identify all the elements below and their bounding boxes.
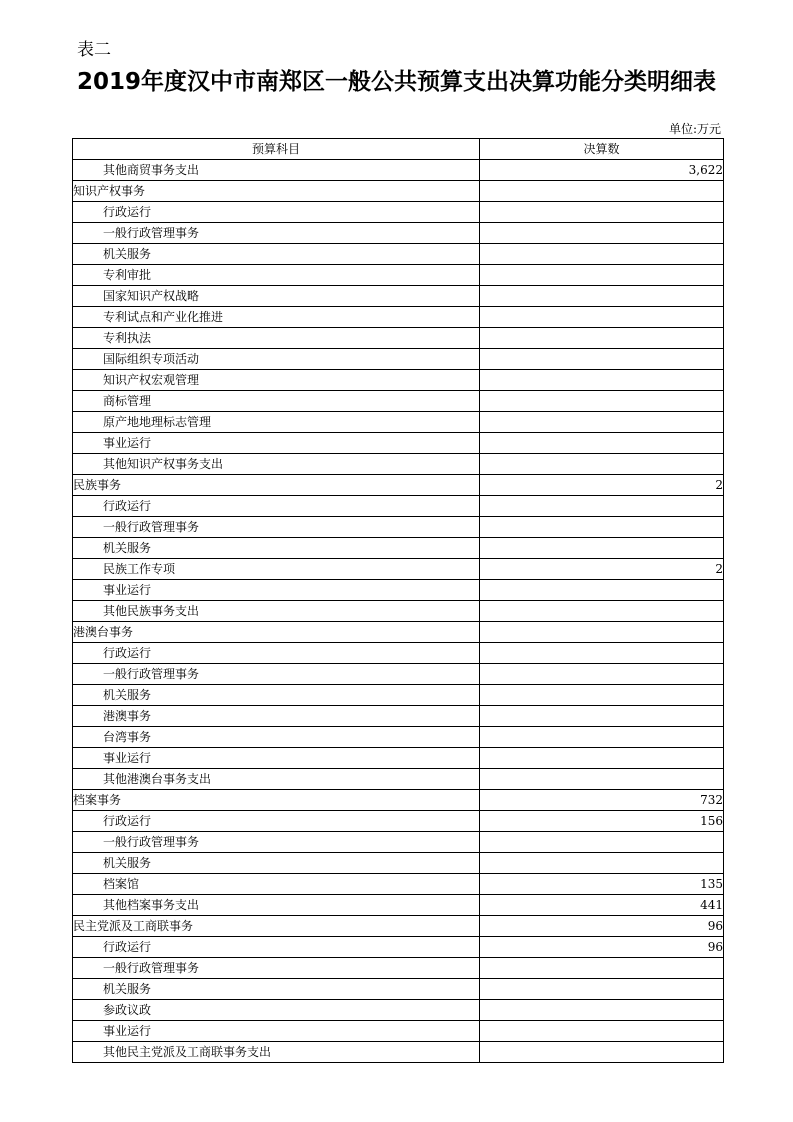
row-amount: [480, 685, 724, 706]
table-header-row: [73, 139, 724, 160]
row-amount: [480, 433, 724, 454]
row-amount: [480, 307, 724, 328]
table-row: [73, 874, 724, 895]
table-row: [73, 685, 724, 706]
table-row: [73, 412, 724, 433]
row-amount: 441: [480, 895, 724, 916]
row-subject: 事业运行: [73, 433, 480, 454]
row-subject: 其他知识产权事务支出: [73, 454, 480, 475]
row-subject: 民主党派及工商联事务: [73, 916, 480, 937]
table-row: [73, 937, 724, 958]
row-subject: 参政议政: [73, 1000, 480, 1021]
row-subject: 行政运行: [73, 937, 480, 958]
row-amount: [480, 643, 724, 664]
row-subject: 港澳事务: [73, 706, 480, 727]
row-amount: [480, 601, 724, 622]
row-amount: 156: [480, 811, 724, 832]
table-row: [73, 811, 724, 832]
row-amount: [480, 727, 724, 748]
row-amount: 2: [480, 559, 724, 580]
row-subject: 一般行政管理事务: [73, 832, 480, 853]
row-amount: 2: [480, 475, 724, 496]
row-amount: [480, 286, 724, 307]
table-row: [73, 1042, 724, 1063]
row-subject: 港澳台事务: [73, 622, 480, 643]
row-amount: [480, 265, 724, 286]
table-row: [73, 223, 724, 244]
row-amount: [480, 328, 724, 349]
table-row: [73, 727, 724, 748]
row-subject: 机关服务: [73, 853, 480, 874]
row-amount: [480, 412, 724, 433]
table-row: [73, 454, 724, 475]
row-subject: 商标管理: [73, 391, 480, 412]
table-row: [73, 790, 724, 811]
row-amount: [480, 181, 724, 202]
table-row: [73, 622, 724, 643]
row-amount: [480, 706, 724, 727]
row-subject: 机关服务: [73, 244, 480, 265]
row-amount: [480, 496, 724, 517]
row-subject: 事业运行: [73, 748, 480, 769]
table-number-label: 表二: [77, 40, 111, 60]
row-subject: 行政运行: [73, 811, 480, 832]
row-subject: 民族工作专项: [73, 559, 480, 580]
row-amount: [480, 517, 724, 538]
row-amount: [480, 454, 724, 475]
row-subject: 专利执法: [73, 328, 480, 349]
row-subject: 国际组织专项活动: [73, 349, 480, 370]
table-row: [73, 328, 724, 349]
row-amount: [480, 832, 724, 853]
row-subject: 台湾事务: [73, 727, 480, 748]
table-row: [73, 517, 724, 538]
row-amount: [480, 202, 724, 223]
table-row: [73, 391, 724, 412]
table-row: [73, 349, 724, 370]
row-amount: [480, 391, 724, 412]
row-amount: [480, 244, 724, 265]
row-subject: 其他民主党派及工商联事务支出: [73, 1042, 480, 1063]
table-row: [73, 265, 724, 286]
row-subject: 其他民族事务支出: [73, 601, 480, 622]
table-row: [73, 1021, 724, 1042]
row-subject: 行政运行: [73, 496, 480, 517]
row-amount: [480, 622, 724, 643]
table-row: [73, 853, 724, 874]
row-amount: [480, 538, 724, 559]
table-row: [73, 832, 724, 853]
row-subject: 机关服务: [73, 685, 480, 706]
row-subject: 民族事务: [73, 475, 480, 496]
table-body: [73, 160, 724, 1063]
table-row: [73, 769, 724, 790]
table-row: [73, 202, 724, 223]
table-row: [73, 181, 724, 202]
row-subject: 一般行政管理事务: [73, 664, 480, 685]
row-subject: 其他档案事务支出: [73, 895, 480, 916]
row-amount: 96: [480, 916, 724, 937]
row-subject: 档案事务: [73, 790, 480, 811]
row-subject: 行政运行: [73, 202, 480, 223]
row-amount: [480, 853, 724, 874]
row-subject: 原产地地理标志管理: [73, 412, 480, 433]
row-subject: 一般行政管理事务: [73, 223, 480, 244]
row-subject: 国家知识产权战略: [73, 286, 480, 307]
row-subject: 其他商贸事务支出: [73, 160, 480, 181]
row-amount: [480, 1042, 724, 1063]
row-subject: 档案馆: [73, 874, 480, 895]
row-amount: [480, 664, 724, 685]
row-subject: 一般行政管理事务: [73, 958, 480, 979]
header-subject: 预算科目: [73, 139, 480, 160]
budget-table: [72, 138, 724, 1063]
row-amount: [480, 1021, 724, 1042]
unit-label: 单位:万元: [668, 122, 721, 136]
table-row: [73, 538, 724, 559]
table-row: [73, 748, 724, 769]
row-subject: 事业运行: [73, 580, 480, 601]
row-subject: 专利试点和产业化推进: [73, 307, 480, 328]
row-amount: 3,622: [480, 160, 724, 181]
table-row: [73, 286, 724, 307]
table-row: [73, 601, 724, 622]
row-subject: 其他港澳台事务支出: [73, 769, 480, 790]
row-amount: [480, 349, 724, 370]
row-amount: [480, 979, 724, 1000]
table-row: [73, 307, 724, 328]
table-row: [73, 643, 724, 664]
table-row: [73, 664, 724, 685]
row-subject: 知识产权事务: [73, 181, 480, 202]
table-row: [73, 559, 724, 580]
row-amount: [480, 769, 724, 790]
row-subject: 机关服务: [73, 538, 480, 559]
table-row: [73, 433, 724, 454]
table-row: [73, 370, 724, 391]
table-row: [73, 706, 724, 727]
table-row: [73, 979, 724, 1000]
row-amount: [480, 958, 724, 979]
page-title: 2019年度汉中市南郑区一般公共预算支出决算功能分类明细表: [76, 69, 716, 95]
table-row: [73, 580, 724, 601]
table-row: [73, 496, 724, 517]
table-row: [73, 958, 724, 979]
table-row: [73, 895, 724, 916]
row-amount: 96: [480, 937, 724, 958]
table-row: [73, 1000, 724, 1021]
table-row: [73, 160, 724, 181]
table-row: [73, 475, 724, 496]
row-amount: 732: [480, 790, 724, 811]
row-subject: 专利审批: [73, 265, 480, 286]
row-subject: 事业运行: [73, 1021, 480, 1042]
row-subject: 机关服务: [73, 979, 480, 1000]
row-subject: 知识产权宏观管理: [73, 370, 480, 391]
row-amount: 135: [480, 874, 724, 895]
row-amount: [480, 370, 724, 391]
table-row: [73, 244, 724, 265]
row-amount: [480, 1000, 724, 1021]
row-amount: [480, 223, 724, 244]
header-amount: 决算数: [480, 139, 724, 160]
row-subject: 一般行政管理事务: [73, 517, 480, 538]
row-amount: [480, 580, 724, 601]
row-subject: 行政运行: [73, 643, 480, 664]
table-row: [73, 916, 724, 937]
row-amount: [480, 748, 724, 769]
